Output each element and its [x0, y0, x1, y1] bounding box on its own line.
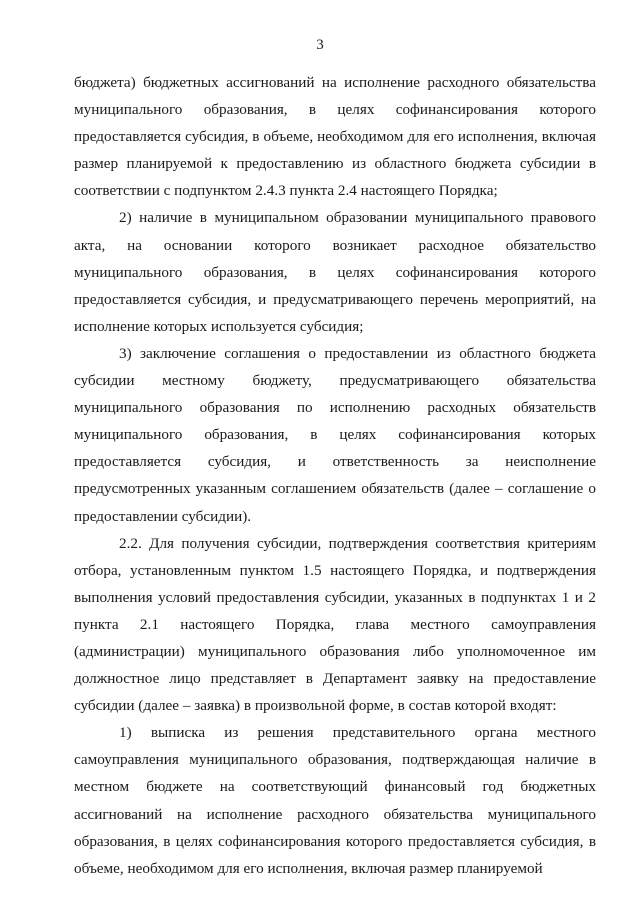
paragraph-budget-allocations-continued: бюджета) бюджетных ассигнований на исполнение расходного обязательства муниципального образования, в целях софинансирования которого предоставляется субсидия, в объеме, необходимом для его исполнения, включая размер планируемой к предоставлению из областного бюджета субсидии в соответствии с подпунктом 2.4.3 пункта 2.4 настоящего Порядка;: [74, 74, 596, 200]
document-body: [74, 69, 596, 882]
paragraph-section-2-2-application: 2.2. Для получения субсидии, подтверждения соответствия критериям отбора, установленным пунктом 1.5 настоящего Порядка, и подтверждения выполнения условий предоставления субсидии, указанных в подпунктах 1 и 2 пункта 2.1 настоящего Порядка, глава местного самоуправления (администрации) муниципального образования либо уполномоченное им должностное лицо представляет в Департамент заявку на предоставление субсидии (далее – заявка) в произвольной форме, в состав которой входят:: [74, 534, 596, 715]
paragraph-item-3-subsidy-agreement: 3) заключение соглашения о предоставлении из областного бюджета субсидии местному бюджету, предусматривающего обязательства муниципального образования по исполнению расходных обязательств муниципального образования, в целях софинансирования которых предоставляется субсидия, и ответственность за неисполнение предусмотренных указанным соглашением обязательств (далее – соглашение о предоставлении субсидии).: [74, 344, 596, 525]
page-number: 3: [316, 37, 324, 53]
paragraph-item-1-extract: 1) выписка из решения представительного органа местного самоуправления муниципального образования, подтверждающая наличие в местном бюджете на соответствующий финансовый год бюджетных ассигнований на исполнение расходного обязательства муниципального образования, в целях софинансирования которого предоставляется субсидия, в объеме, необходимом для его исполнения, включая размер планируемой: [74, 724, 596, 877]
paragraph-item-2-legal-act: 2) наличие в муниципальном образовании муниципального правового акта, на основании которого возникает расходное обязательство муниципального образования, в целях софинансирования которого предоставляется субсидия, и предусматривающего перечень мероприятий, на исполнение которых используется субсидия;: [74, 209, 596, 335]
